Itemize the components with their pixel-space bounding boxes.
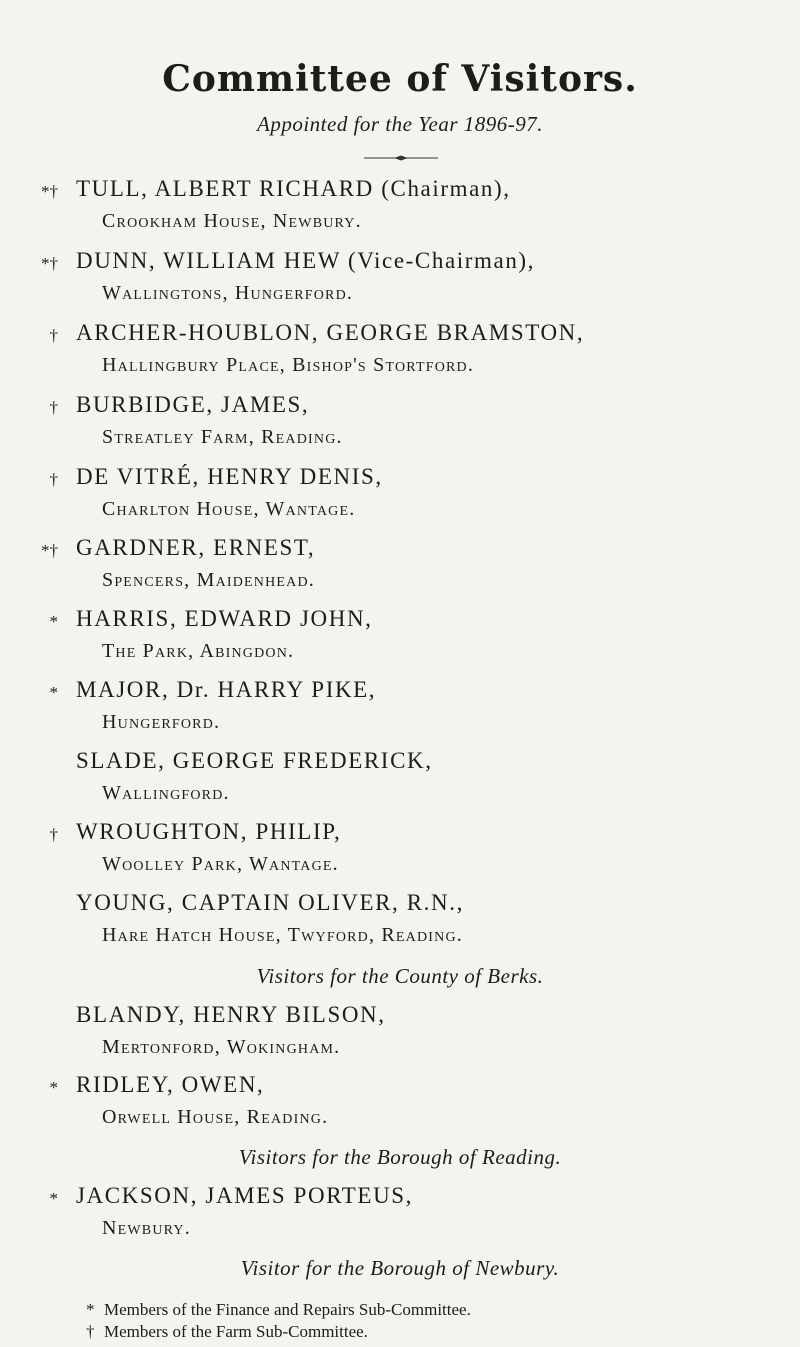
entry-mark: † (49, 470, 58, 489)
entry-address: Newbury. (102, 1217, 191, 1239)
entry-address: Crookham House, Newbury. (102, 210, 362, 232)
entry-address: Hallingbury Place, Bishop's Stortford. (102, 354, 475, 376)
page-title: Committee of Visitors. (162, 58, 638, 100)
entry-name: DE VITRÉ, HENRY DENIS, (76, 464, 383, 489)
entry-name: BURBIDGE, JAMES, (76, 392, 310, 417)
entry-address: Mertonford, Wokingham. (102, 1036, 341, 1058)
entry-name: MAJOR, Dr. HARRY PIKE, (76, 677, 377, 702)
section-heading: Visitors for the County of Berks. (256, 964, 544, 988)
entry-address: Wallingford. (102, 782, 230, 804)
entry-address: Charlton House, Wantage. (102, 498, 356, 520)
entry-name: TULL, ALBERT RICHARD (Chairman), (76, 176, 511, 201)
entry-mark: † (49, 398, 58, 417)
entry-address: Hungerford. (102, 711, 221, 733)
section-heading: Visitors for the Borough of Reading. (238, 1145, 562, 1169)
entry-address: Streatley Farm, Reading. (102, 426, 343, 448)
entry-mark: † (49, 326, 58, 345)
footnote-text: Members of the Finance and Repairs Sub-Committee. (104, 1300, 471, 1319)
entry-address: Orwell House, Reading. (102, 1106, 329, 1128)
footnote-text: Members of the Farm Sub-Committee. (104, 1322, 368, 1341)
entry-mark: † (49, 825, 58, 844)
entry-name: WROUGHTON, PHILIP, (76, 819, 342, 844)
section-heading: Visitor for the Borough of Newbury. (240, 1256, 560, 1280)
entry-address: Spencers, Maidenhead. (102, 569, 315, 591)
entry-mark: * (49, 1078, 58, 1097)
entry-name: DUNN, WILLIAM HEW (Vice-Chairman), (76, 248, 536, 273)
divider-ornament (364, 154, 438, 162)
entry-mark: * (49, 1189, 58, 1208)
footnote-symbol: * (86, 1300, 95, 1319)
entry-mark: * (49, 683, 58, 702)
entry-mark: *† (41, 254, 58, 273)
entry-name: ARCHER-HOUBLON, GEORGE BRAMSTON, (76, 320, 585, 345)
entry-name: RIDLEY, OWEN, (76, 1072, 265, 1097)
footnote (86, 1322, 368, 1342)
page-subtitle: Appointed for the Year 1896-97. (257, 112, 543, 136)
entry-address: Wallingtons, Hungerford. (102, 282, 354, 304)
entry-name: SLADE, GEORGE FREDERICK, (76, 748, 433, 773)
entry-address: The Park, Abingdon. (102, 640, 295, 662)
entry-name: BLANDY, HENRY BILSON, (76, 1002, 386, 1027)
entry-name: JACKSON, JAMES PORTEUS, (76, 1183, 414, 1208)
footnote-symbol: † (86, 1322, 95, 1341)
entry-mark: *† (41, 182, 58, 201)
footnote (86, 1300, 471, 1320)
entry-address: Hare Hatch House, Twyford, Reading. (102, 924, 463, 946)
entry-mark: * (49, 612, 58, 631)
entry-name: HARRIS, EDWARD JOHN, (76, 606, 373, 631)
entry-name: YOUNG, CAPTAIN OLIVER, R.N., (76, 890, 464, 915)
entry-mark: *† (41, 541, 58, 560)
entry-name: GARDNER, ERNEST, (76, 535, 316, 560)
entry-address: Woolley Park, Wantage. (102, 853, 339, 875)
